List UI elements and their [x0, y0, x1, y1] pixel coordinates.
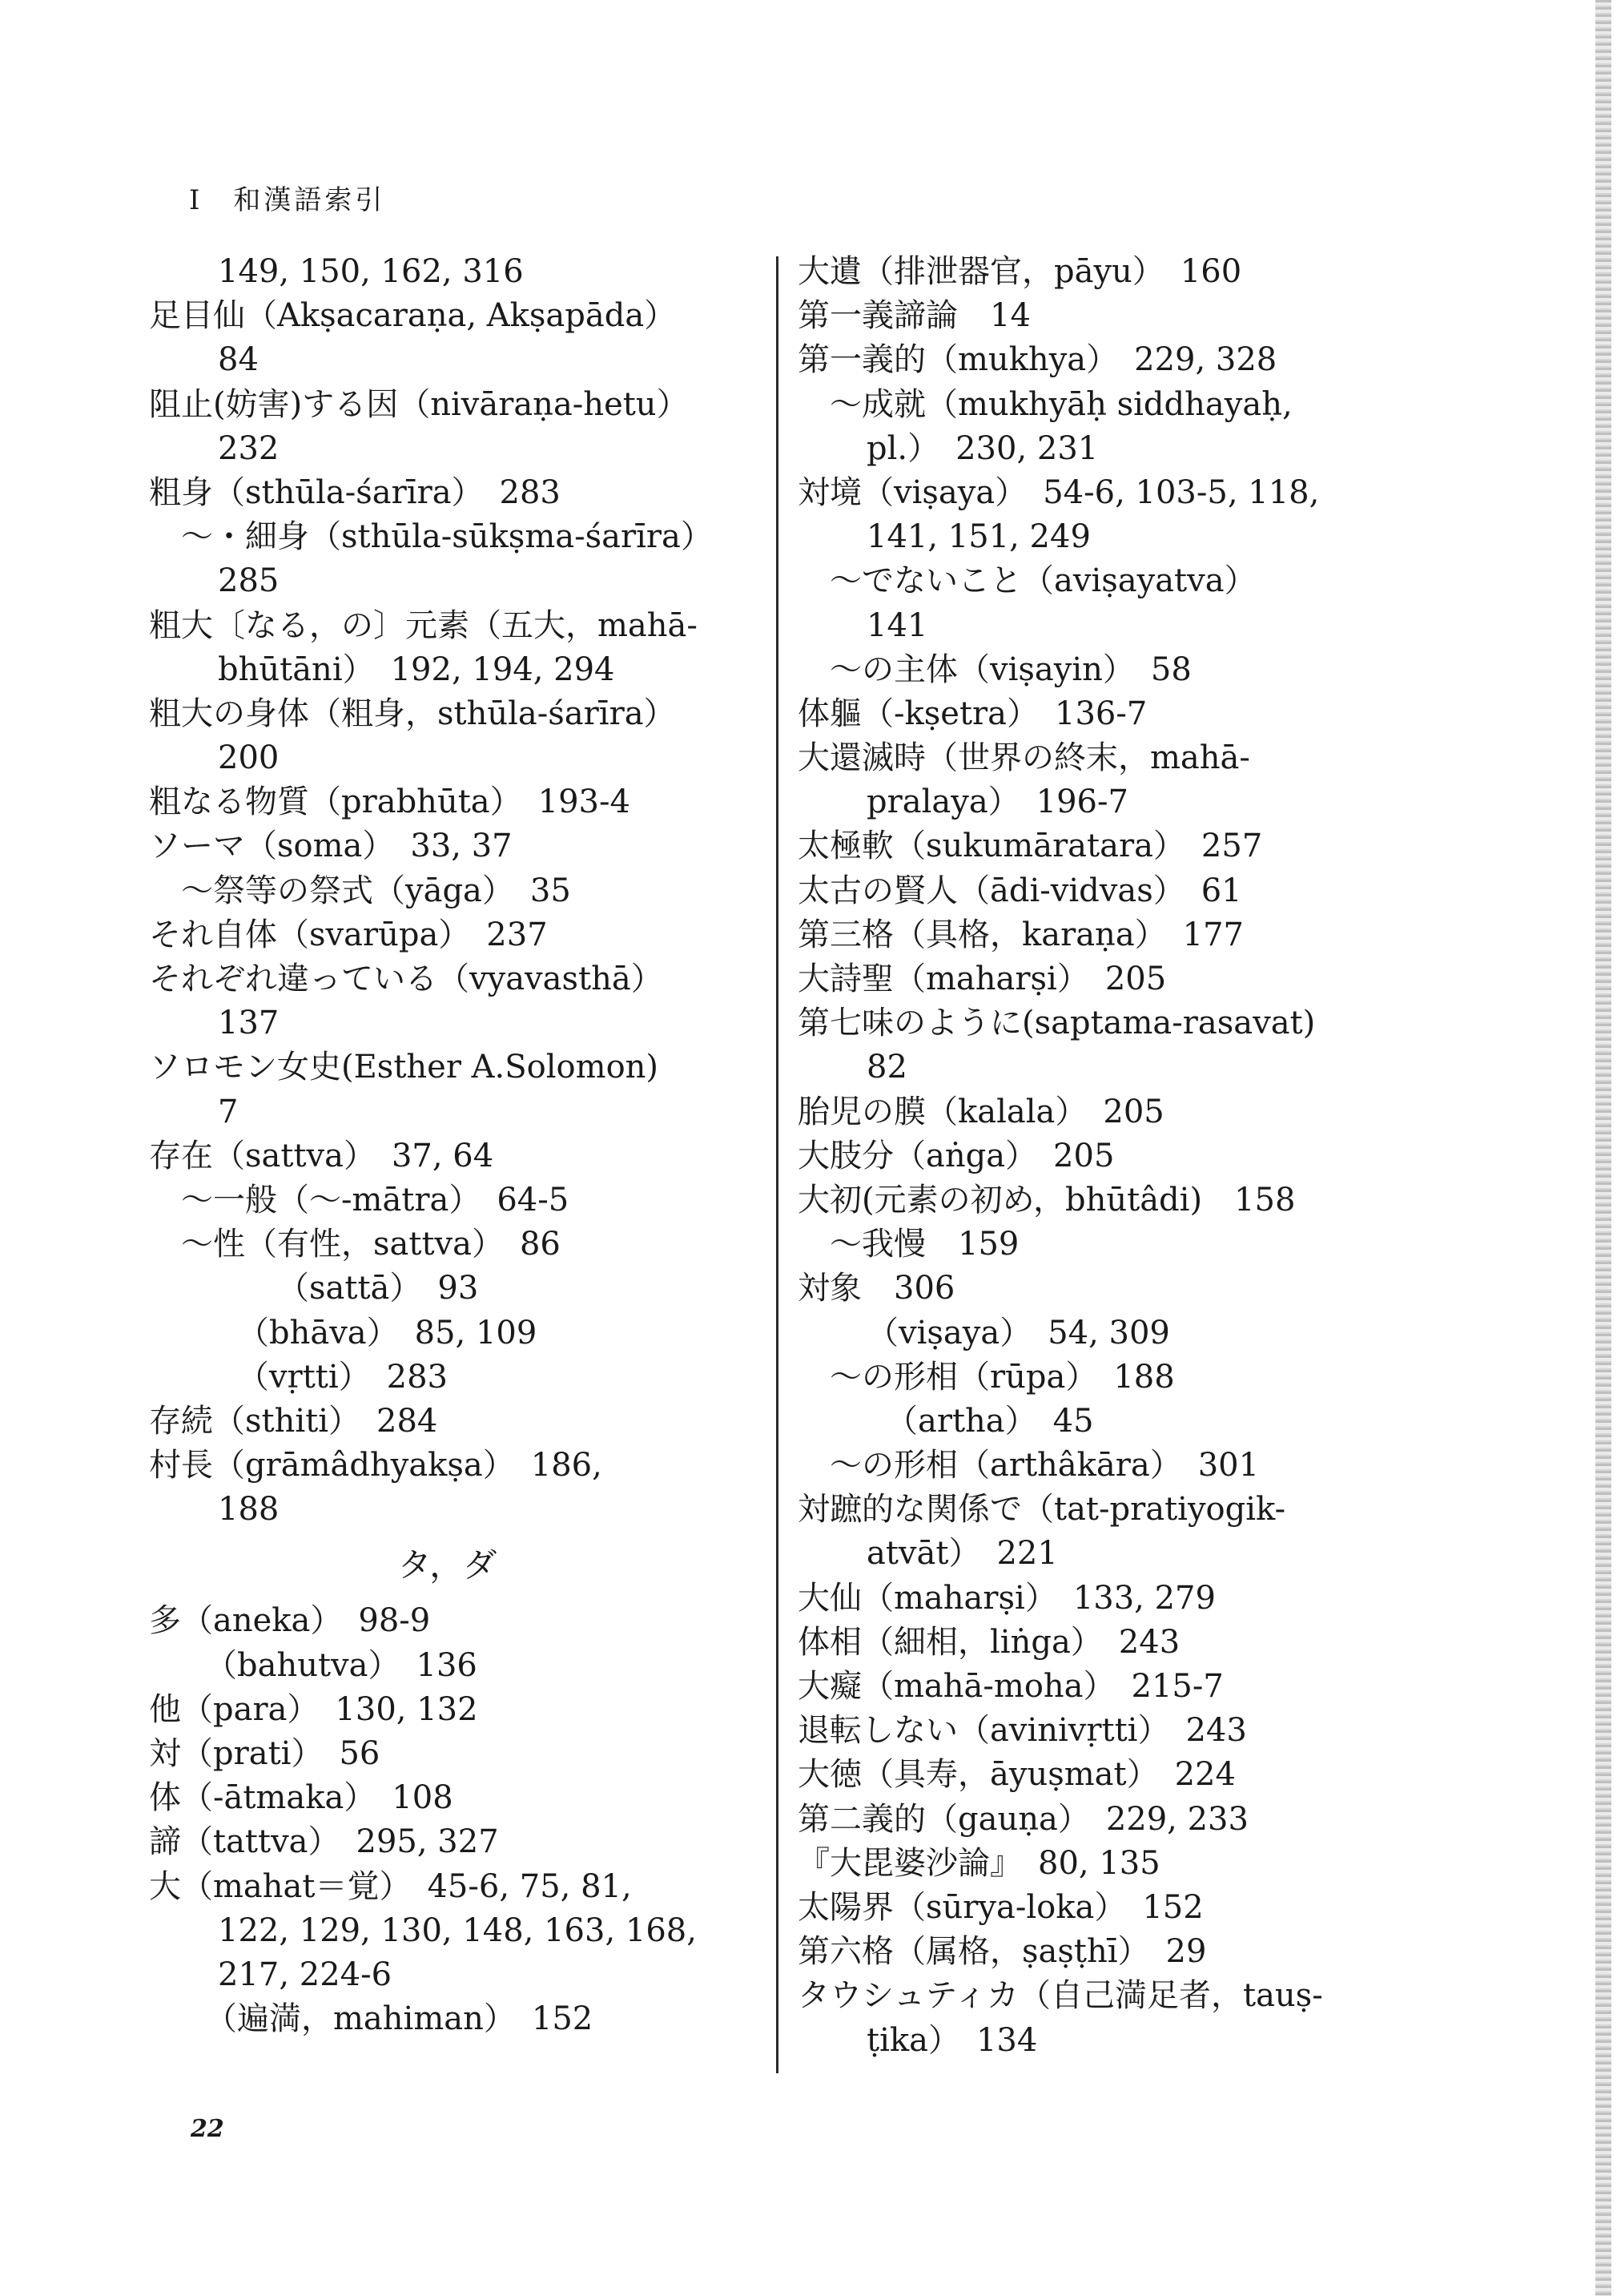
- running-header: I 和漢語索引: [189, 184, 386, 216]
- index-entry: 137: [218, 1005, 280, 1042]
- index-entry: 大初(元素の初め，bhūtâdi) 158: [798, 1181, 1296, 1218]
- index-entry: 太陽界（sūrya-loka） 152: [798, 1888, 1204, 1926]
- index-entry: 141: [867, 606, 928, 644]
- index-entry: 第三格（具格，karaṇa） 177: [798, 916, 1245, 953]
- index-entry: （遍満，mahiman） 152: [205, 2000, 593, 2038]
- index-entry: 太古の賢人（ādi-vidvas） 61: [798, 872, 1242, 909]
- index-entry: ～一般（～-mātra） 64-5: [181, 1181, 569, 1218]
- index-entry: 232: [218, 429, 280, 467]
- index-entry: ～我慢 159: [830, 1226, 1020, 1263]
- index-entry: 第六格（属格，ṣaṣṭhī） 29: [798, 1933, 1207, 1971]
- index-entry: 粗大〔なる，の〕元素（五大，mahā-: [149, 606, 698, 644]
- index-entry: ～性（有性，sattva） 86: [181, 1226, 561, 1263]
- index-entry: ～祭等の祭式（yāga） 35: [181, 872, 571, 909]
- index-entry: 村長（grāmâdhyakṣa） 186,: [149, 1447, 602, 1484]
- index-entry: 82: [867, 1049, 907, 1086]
- index-entry: 188: [218, 1491, 280, 1529]
- index-entry: 大還滅時（世界の終末，mahā-: [798, 739, 1250, 777]
- index-entry: ソロモン女史(Esther A.Solomon): [149, 1049, 659, 1086]
- index-entry: 大癡（mahā-moha） 215-7: [798, 1668, 1224, 1705]
- index-entry: タウシュティカ（自己満足者，tauṣ-: [798, 1977, 1323, 2015]
- index-entry: それ自体（svarūpa） 237: [149, 916, 548, 953]
- index-entry: 大遺（排泄器官，pāyu） 160: [798, 253, 1242, 290]
- index-entry: 第一義諦論 14: [798, 297, 1031, 335]
- index-entry: 大肢分（aṅga） 205: [798, 1137, 1115, 1174]
- index-entry: 胎児の膜（kalala） 205: [798, 1093, 1164, 1130]
- index-entry: それぞれ違っている（vyavasthā）: [149, 961, 663, 997]
- index-entry: ～でないこと（aviṣayatva）: [830, 562, 1257, 600]
- index-entry: ṭika） 134: [867, 2021, 1038, 2059]
- right-index-column: [798, 250, 1406, 2063]
- index-entry: ～の主体（viṣayin） 58: [830, 651, 1192, 688]
- index-entry: 多（aneka） 98-9: [149, 1602, 431, 1640]
- index-entry: 体相（細相，liṅga） 243: [798, 1623, 1181, 1661]
- index-entry: 大徳（具寿，āyuṣmat） 224: [798, 1756, 1236, 1794]
- index-entry: 退転しない（avinivṛtti） 243: [798, 1712, 1247, 1750]
- index-entry: 149, 150, 162, 316: [218, 253, 524, 290]
- index-entry: ～成就（mukhyāḥ siddhayaḥ,: [830, 385, 1293, 423]
- index-entry: 太極軟（sukumāratara） 257: [798, 828, 1263, 865]
- index-entry: 諦（tattva） 295, 327: [149, 1823, 499, 1861]
- index-entry: 体軀（-kṣetra） 136-7: [798, 695, 1148, 732]
- index-entry: 第一義的（mukhya） 229, 328: [798, 341, 1277, 379]
- index-entry: 第七味のように(saptama-rasavat): [798, 1005, 1316, 1042]
- index-entry: ～の形相（arthâkāra） 301: [830, 1447, 1260, 1484]
- index-entry: （viṣaya） 54, 309: [867, 1314, 1170, 1351]
- index-entry: ソーマ（soma） 33, 37: [149, 828, 513, 865]
- index-entry: 粗なる物質（prabhūta） 193-4: [149, 783, 630, 821]
- index-entry: 大仙（maharṣi） 133, 279: [798, 1579, 1216, 1617]
- index-entry: 粗大の身体（粗身，sthūla-śarīra）: [149, 695, 676, 732]
- index-entry: 他（para） 130, 132: [149, 1690, 478, 1728]
- index-entry: bhūtāni） 192, 194, 294: [218, 651, 615, 688]
- column-divider: [776, 256, 778, 2073]
- index-entry: ～・細身（sthūla-sūkṣma-śarīra）: [181, 518, 713, 556]
- page-edge-shadow: [1595, 0, 1611, 2296]
- index-entry: 200: [218, 739, 280, 777]
- index-entry: 84: [218, 341, 259, 379]
- index-entry: 対境（viṣaya） 54-6, 103-5, 118,: [798, 473, 1320, 511]
- index-entry: 第二義的（gauṇa） 229, 233: [798, 1800, 1249, 1838]
- index-entry: 阻止(妨害)する因（nivāraṇa-hetu）: [149, 385, 689, 423]
- left-index-column: [149, 250, 746, 2041]
- index-entry: 足目仙（Akṣacaraṇa, Akṣapāda）: [149, 297, 677, 335]
- index-entry: pl.） 230, 231: [867, 429, 1099, 467]
- index-entry: 大詩聖（maharṣi） 205: [798, 961, 1167, 997]
- index-entry: （sattā） 93: [277, 1270, 479, 1307]
- index-entry: atvāt） 221: [867, 1535, 1058, 1573]
- section-heading: タ，ダ: [397, 1545, 497, 1585]
- index-entry: 『大毘婆沙論』 80, 135: [798, 1844, 1160, 1882]
- index-entry: 体（-ātmaka） 108: [149, 1779, 453, 1817]
- index-entry: 7: [218, 1093, 239, 1130]
- index-entry: （bahutva） 136: [205, 1646, 477, 1684]
- index-entry: （artha） 45: [886, 1402, 1094, 1440]
- index-entry: 粗身（sthūla-śarīra） 283: [149, 473, 561, 511]
- index-entry: 217, 224-6: [218, 1956, 392, 1993]
- index-entry: 存在（sattva） 37, 64: [149, 1137, 494, 1174]
- index-entry: （vṛtti） 283: [237, 1358, 448, 1396]
- index-entry: 対象 306: [798, 1270, 955, 1307]
- index-entry: （bhāva） 85, 109: [237, 1314, 537, 1351]
- page-number: 22: [191, 2115, 224, 2143]
- index-entry: 存続（sthiti） 284: [149, 1402, 438, 1440]
- index-entry: 対（prati） 56: [149, 1735, 380, 1772]
- index-entry: ～の形相（rūpa） 188: [830, 1358, 1175, 1396]
- index-entry: 141, 151, 249: [867, 518, 1091, 556]
- index-entry: pralaya） 196-7: [867, 783, 1128, 821]
- index-entry: 122, 129, 130, 148, 163, 168,: [218, 1911, 697, 1949]
- index-entry: 大（mahat＝覚） 45-6, 75, 81,: [149, 1867, 632, 1905]
- index-entry: 285: [218, 562, 280, 600]
- index-entry: 対蹠的な関係で（tat-pratiyogik-: [798, 1491, 1286, 1529]
